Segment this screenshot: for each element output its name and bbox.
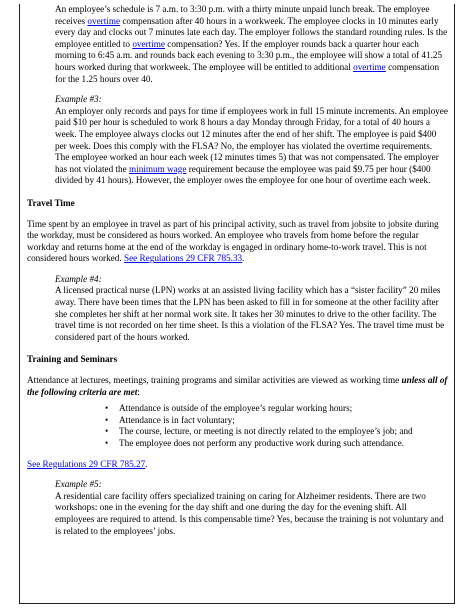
example-5-text: A residential care facility offers specialized training on caring for Alzheimer residents. There are two workshops: one in the evening for the day shift and one during the day for the evening shift. All employees are required to attend. Is this compensable time? Yes, because the training is not voluntary and is related to the employees’ jobs.: [55, 490, 444, 536]
list-item: • Attendance is in fact voluntary;: [119, 415, 448, 427]
travel-time-paragraph: Time spent by an employee in travel as part of his principal activity, such as travel from jobsite to jobsite during the workday, must be considered as hours worked. An employee who travels from home before the regular workday and returns home at the end of the workday is engaged in ordinary home-to-work travel. This is not considered hours worked. See Regulations 29 CFR 785.33.: [27, 218, 439, 264]
overtime-link[interactable]: overtime: [132, 38, 165, 49]
regulation-785-33-link[interactable]: See Regulations 29 CFR 785.33: [123, 253, 243, 264]
minimum-wage-link[interactable]: minimum wage: [129, 163, 187, 174]
criteria-list: [27, 403, 448, 449]
overtime-link[interactable]: overtime: [353, 61, 386, 72]
regulation-785-27-link[interactable]: See Regulations 29 CFR 785.27: [27, 458, 146, 469]
training-heading: Training and Seminars: [27, 354, 118, 365]
example-5-label: Example #5:: [55, 479, 102, 490]
example-4-label: Example #4:: [55, 273, 102, 284]
training-paragraph: Attendance at lectures, meetings, training programs and similar activities are viewed as working time unless all of the following criteria are met:: [27, 375, 448, 397]
travel-time-heading: Travel Time: [27, 197, 75, 208]
overtime-link[interactable]: overtime: [87, 15, 121, 26]
example-3-label: Example #3:: [55, 94, 102, 105]
document-body: [27, 4, 448, 537]
regulation-785-27-paragraph: See Regulations 29 CFR 785.27.: [27, 458, 148, 469]
paragraph-overtime-example: An employee’s schedule is 7 a.m. to 3:30 p.m. with a thirty minute unpaid lunch break. The employee receives overtime compensation after 40 hours in a workweek. The employee clocks in 10 minutes early every day and clocks out 7 minutes late each day. The employer follows the standard rounding rules. Is the employee entitled to overtime compensation? Yes. If the employer rounds back a quarter hour each morning to 6:45 a.m. and rounds back each evening to 3:30 p.m., the employee will show a total of 41.25 hours worked during that workweek. The employee will be entitled to additional overtime compensation for the 1.25 hours over 40.: [55, 4, 448, 84]
list-item: • The employee does not perform any productive work during such attendance.: [119, 438, 448, 450]
example-3-text: An employer only records and pays for time if employees work in full 15 minute increments. An employee paid $10 per hour is scheduled to work 8 hours a day Monday through Friday, for a total of 40 hours a week. The employee always clocks out 12 minutes after the end of her shift. The employee is paid $400 per week. Does this comply with the FLSA? No, the employer has violated the overtime requirements. The employee worked an hour each week (12 minutes times 5) that was not compensated. The employer has not violated the minimum wage requirement because the employee was paid $9.75 per hour ($400 divided by 41 hours). However, the employer owes the employee for one hour of overtime each week.: [55, 105, 448, 186]
list-item: • The course, lecture, or meeting is not directly related to the employee’s job; and: [119, 426, 448, 438]
list-item: • Attendance is outside of the employee’s regular working hours;: [119, 403, 448, 415]
example-4-text: A licensed practical nurse (LPN) works at an assisted living facility which has a “sister facility” 20 miles away. There have been times that the LPN has been asked to fill in for someone at the other facility after she completes her shift at her normal work site. It takes her 30 minutes to drive to the other facility. The travel time is not recorded on her time sheet. Is this a violation of the FLSA? Yes. The travel time must be considered part of the hours worked.: [55, 285, 445, 342]
